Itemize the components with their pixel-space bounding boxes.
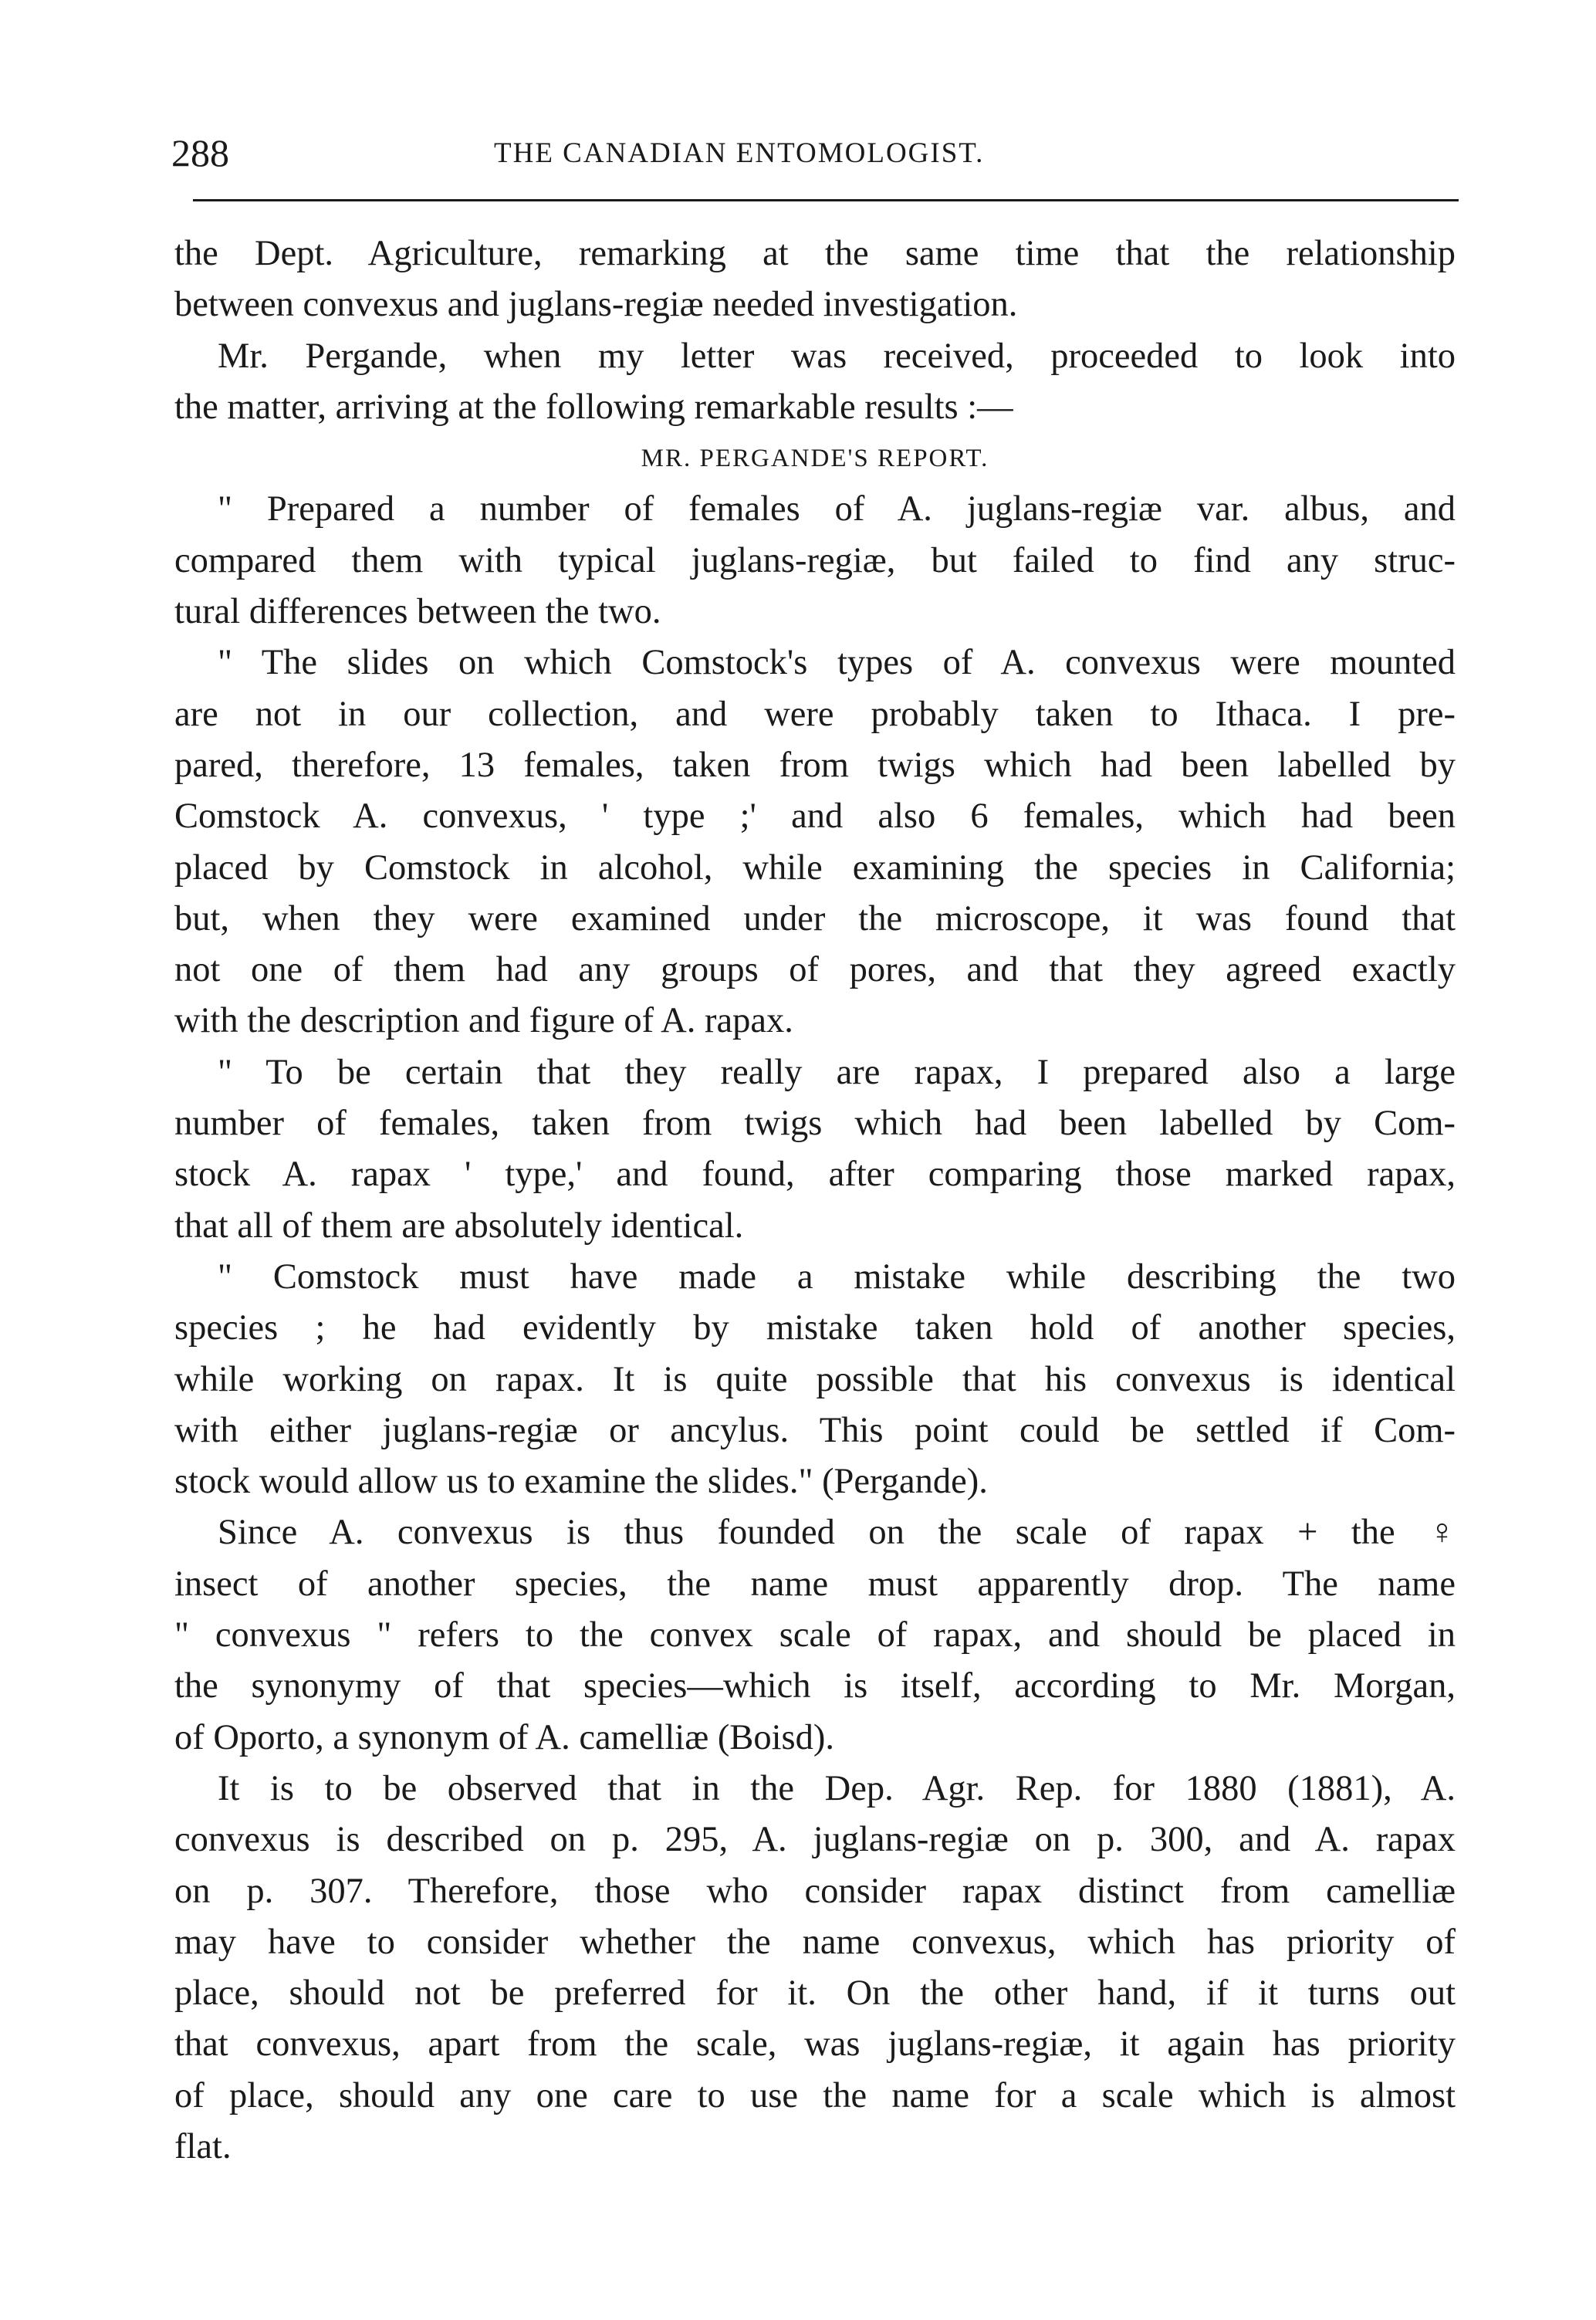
text-line: Since A. convexus is thus founded on the scale of rapax + the ♀: [218, 1513, 1456, 1553]
body-text: [174, 228, 1456, 2173]
text-line: flat.: [174, 2126, 232, 2166]
text-line: species ; he had evidently by mistake taken hold of another species,: [174, 1308, 1456, 1348]
text-line: It is to be observed that in the Dep. Agr. Rep. for 1880 (1881), A.: [218, 1768, 1456, 1808]
text-line: compared them with typical juglans-regiæ, but failed to find any struc-: [174, 540, 1456, 580]
section-heading: MR. PERGANDE'S REPORT.: [641, 445, 989, 473]
text-line: placed by Comstock in alcohol, while examining the species in California;: [174, 847, 1456, 888]
text-line: tural differences between the two.: [174, 592, 661, 632]
text-line: stock would allow us to examine the slides." (Pergande).: [174, 1462, 988, 1502]
text-line: may have to consider whether the name convexus, which has priority of: [174, 1922, 1456, 1962]
text-line: on p. 307. Therefore, those who consider rapax distinct from camelliæ: [174, 1871, 1456, 1911]
text-line: " The slides on which Comstock's types of A. convexus were mounted: [218, 643, 1456, 683]
text-line: place, should not be preferred for it. On the other hand, if it turns out: [174, 1973, 1456, 2014]
running-head: THE CANADIAN ENTOMOLOGIST.: [494, 137, 985, 169]
text-line: with either juglans-regiæ or ancylus. This point could be settled if Com-: [174, 1410, 1456, 1450]
text-line: but, when they were examined under the microscope, it was found that: [174, 898, 1456, 938]
text-line: of place, should any one care to use the name for a scale which is almost: [174, 2075, 1456, 2115]
text-line: stock A. rapax ' type,' and found, after comparing those marked rapax,: [174, 1155, 1456, 1195]
text-line: that convexus, apart from the scale, was juglans-regiæ, it again has priority: [174, 2024, 1456, 2065]
text-line: insect of another species, the name must apparently drop. The name: [174, 1564, 1456, 1604]
text-line: Comstock A. convexus, ' type ;' and also 6 females, which had been: [174, 796, 1456, 837]
text-line: convexus is described on p. 295, A. juglans-regiæ on p. 300, and A. rapax: [174, 1820, 1456, 1860]
text-line: number of females, taken from twigs which had been labelled by Com-: [174, 1104, 1456, 1144]
text-line: between convexus and juglans-regiæ needed investigation.: [174, 285, 1018, 325]
text-line: " To be certain that they really are rapax, I prepared also a large: [218, 1052, 1456, 1092]
text-line: of Oporto, a synonym of A. camelliæ (Boisd).: [174, 1717, 834, 1757]
text-line: " Comstock must have made a mistake while describing the two: [218, 1256, 1456, 1297]
header-rule: [193, 199, 1459, 201]
page-number: 288: [171, 131, 229, 174]
text-line: " convexus " refers to the convex scale of rapax, and should be placed in: [174, 1615, 1456, 1655]
text-line: " Prepared a number of females of A. juglans-regiæ var. albus, and: [218, 489, 1456, 529]
text-line: that all of them are absolutely identical.: [174, 1206, 744, 1246]
text-line: the Dept. Agriculture, remarking at the same time that the relationship: [174, 234, 1456, 273]
text-line: Mr. Pergande, when my letter was received, proceeded to look into: [218, 336, 1456, 376]
text-line: are not in our collection, and were probably taken to Ithaca. I pre-: [174, 694, 1456, 734]
text-line: pared, therefore, 13 females, taken from twigs which had been labelled by: [174, 745, 1456, 785]
text-line: the synonymy of that species—which is itself, according to Mr. Morgan,: [174, 1666, 1456, 1706]
text-line: the matter, arriving at the following remarkable results :—: [174, 387, 1013, 427]
text-line: not one of them had any groups of pores, and that they agreed exactly: [174, 950, 1456, 990]
text-line: with the description and figure of A. rapax.: [174, 1001, 793, 1041]
text-line: while working on rapax. It is quite possible that his convexus is identical: [174, 1359, 1456, 1399]
